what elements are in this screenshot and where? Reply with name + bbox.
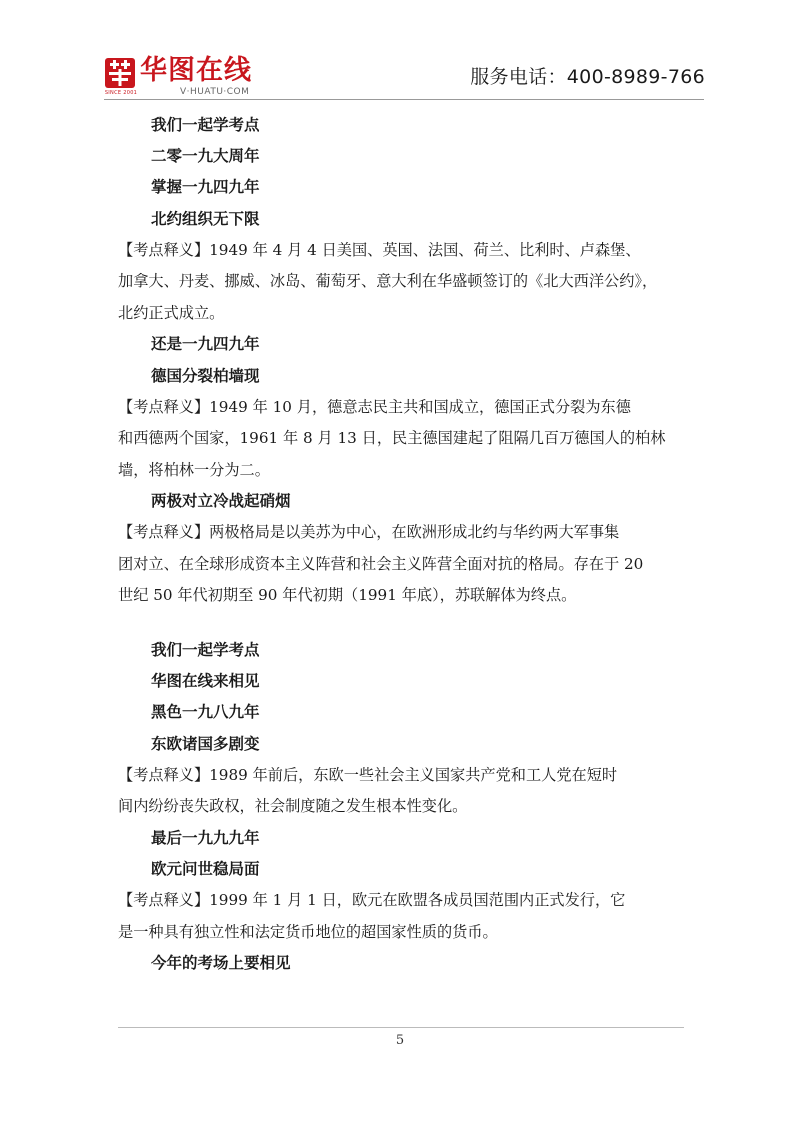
paragraph-line: 墙，将柏林一分为二。: [118, 460, 270, 479]
heading: 德国分裂柏墙现: [151, 366, 260, 385]
explanation-paragraph: [118, 760, 688, 823]
paragraph-line: 世纪 50 年代初期至 90 年代初期（1991 年底），苏联解体为终点。: [118, 586, 577, 605]
heading: 今年的考场上要相见: [151, 954, 291, 973]
paragraph-line: 团对立、在全球形成资本主义阵营和社会主义阵营全面对抗的格局。存在于 20: [118, 554, 644, 573]
paragraph-line: 【考点释义】1999 年 1 月 1 日，欧元在欧盟各成员国范围内正式发行，它: [118, 891, 626, 910]
heading: 掌握一九四九年: [151, 178, 260, 197]
heading: 北约组织无下限: [151, 209, 260, 228]
heading: 二零一九大周年: [151, 147, 260, 166]
paragraph-line: 加拿大、丹麦、挪威、冰岛、葡萄牙、意大利在华盛顿签订的《北大西洋公约》，: [118, 272, 658, 291]
paragraph-line: 间内纷纷丧失政权，社会制度随之发生根本性变化。: [118, 797, 468, 816]
section-gap: [118, 612, 688, 635]
document-body: [118, 110, 688, 979]
explanation-paragraph: [118, 392, 688, 487]
brand-name: 华图在线: [140, 55, 252, 86]
huatu-logo-icon: [105, 58, 135, 88]
paragraph-line: 【考点释义】1949 年 10 月，德意志民主共和国成立，德国正式分裂为东德: [118, 397, 631, 416]
paragraph-line: 【考点释义】两极格局是以美苏为中心，在欧洲形成北约与华约两大军事集: [118, 523, 620, 542]
heading: 两极对立冷战起硝烟: [151, 492, 291, 511]
heading: 华图在线来相见: [151, 672, 260, 691]
explanation-paragraph: [118, 517, 688, 612]
footer-divider: [118, 1027, 684, 1028]
paragraph-line: 北约正式成立。: [118, 303, 225, 322]
header-divider: [104, 99, 704, 100]
paragraph-line: 【考点释义】1949 年 4 月 4 日美国、英国、法国、荷兰、比利时、卢森堡、: [118, 240, 641, 259]
paragraph-line: 【考点释义】1989 年前后，东欧一些社会主义国家共产党和工人党在短时: [118, 765, 618, 784]
service-hotline: 服务电话：400-8989-766: [470, 66, 705, 88]
brand-domain: V·HUATU·COM: [180, 87, 250, 97]
explanation-paragraph: [118, 235, 688, 330]
logo-since: SINCE 2001: [104, 90, 138, 96]
heading: 还是一九四九年: [151, 335, 260, 354]
page-number: 5: [395, 1033, 405, 1048]
heading: 我们一起学考点: [151, 640, 260, 659]
heading: 我们一起学考点: [151, 116, 260, 134]
page-header: [0, 0, 800, 100]
heading: 东欧诸国多剧变: [151, 734, 260, 753]
explanation-paragraph: [118, 885, 688, 948]
heading: 欧元问世稳局面: [151, 859, 260, 878]
heading: 黑色一九八九年: [151, 703, 260, 722]
logo-glyph: [105, 58, 135, 88]
paragraph-line: 和西德两个国家，1961 年 8 月 13 日，民主德国建起了阻隔几百万德国人的柏林: [118, 429, 666, 448]
paragraph-line: 是一种具有独立性和法定货币地位的超国家性质的货币。: [118, 922, 498, 941]
heading: 最后一九九九年: [151, 828, 260, 847]
